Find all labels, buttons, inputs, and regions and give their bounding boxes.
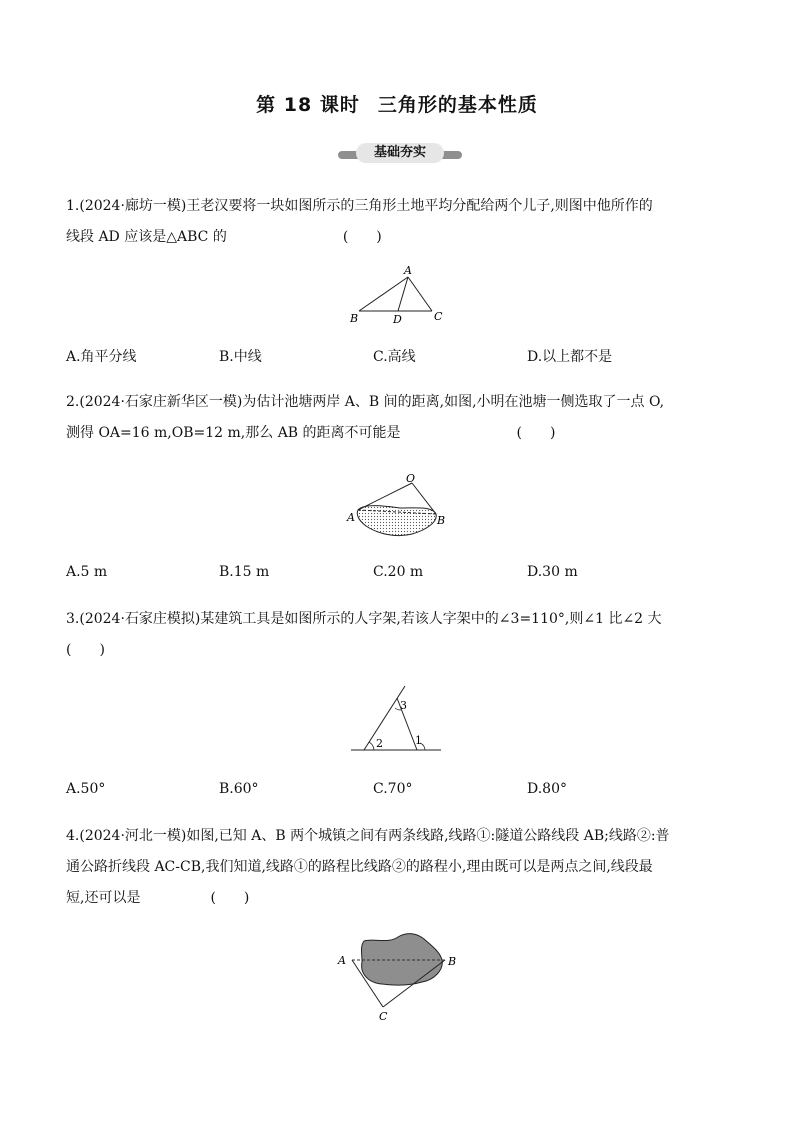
question-4-line1 xyxy=(66,821,736,852)
label-d: D xyxy=(393,313,402,326)
figure-pond xyxy=(340,470,460,542)
question-text: 短,还可以是 xyxy=(66,890,141,906)
question-3 xyxy=(66,604,736,666)
question-text: (2024·河北一模)如图,已知 A、B 两个城镇之间有两条线路,线路①:隧道公路线段 AB;线路②:普 xyxy=(79,828,670,844)
option-a: A.5 m xyxy=(66,564,108,580)
option-d: D.80° xyxy=(527,781,567,797)
question-number: 4. xyxy=(66,828,80,844)
segment-ac xyxy=(408,277,432,311)
question-4 xyxy=(66,821,736,914)
option-b: B.15 m xyxy=(219,564,270,580)
title-lesson: 第 18 课时 xyxy=(256,94,360,116)
question-2-line2 xyxy=(66,418,736,449)
question-text: 测得 OA=16 m,OB=12 m,那么 AB 的距离不可能是 xyxy=(66,425,401,441)
mountain-area xyxy=(362,934,443,985)
option-c: C.20 m xyxy=(373,564,424,580)
segment-ab xyxy=(359,277,408,311)
label-a: A xyxy=(404,264,412,277)
question-4-line2 xyxy=(66,852,736,883)
question-1-line1 xyxy=(66,191,736,222)
left-leg xyxy=(364,686,405,750)
option-b: B.60° xyxy=(219,781,259,797)
option-d: D.以上都不是 xyxy=(527,349,613,365)
option-a: A.50° xyxy=(66,781,106,797)
question-2-line1 xyxy=(66,387,736,418)
question-text: (2024·石家庄新华区一模)为估计池塘两岸 A、B 间的距离,如图,小明在池塘一侧选取了一点 O, xyxy=(79,394,665,410)
options-q1 xyxy=(66,346,736,370)
question-text: 通公路折线段 AC-CB,我们知道,线路①的路程比线路②的路程小,理由既可以是两点之间,线段最 xyxy=(66,859,653,875)
figure-towns xyxy=(332,928,462,1024)
section-tag xyxy=(338,141,462,167)
question-number: 1. xyxy=(66,198,80,214)
option-b: B.中线 xyxy=(219,349,262,365)
question-text: (2024·石家庄模拟)某建筑工具是如图所示的人字架,若该人字架中的∠3=110°,则∠1 比∠2 大 xyxy=(79,611,662,627)
label-c: C xyxy=(379,1010,388,1023)
label-b: B xyxy=(437,514,446,527)
question-number: 2. xyxy=(66,394,80,410)
option-c: C.70° xyxy=(373,781,413,797)
label-2: 2 xyxy=(376,737,383,750)
question-4-line3 xyxy=(66,883,736,914)
angle-2-arc xyxy=(369,742,374,750)
question-1-line2 xyxy=(66,222,736,253)
option-a: A.角平分线 xyxy=(66,349,137,365)
answer-paren: ( ) xyxy=(66,642,105,658)
label-b: B xyxy=(350,312,359,325)
label-c: C xyxy=(434,310,443,323)
question-number: 3. xyxy=(66,611,80,627)
section-tag-label: 基础夯实 xyxy=(356,143,444,163)
figure-a-frame xyxy=(345,682,445,754)
options-q2 xyxy=(66,564,736,588)
option-d: D.30 m xyxy=(527,564,578,580)
answer-paren: ( ) xyxy=(210,890,250,906)
label-b: B xyxy=(448,955,457,968)
label-3: 3 xyxy=(400,699,407,712)
question-3-line2 xyxy=(66,635,736,666)
title-topic: 三角形的基本性质 xyxy=(377,94,538,116)
options-q3 xyxy=(66,781,736,805)
label-a: A xyxy=(347,511,355,524)
answer-paren: ( ) xyxy=(342,229,382,245)
label-a: A xyxy=(338,954,346,967)
label-o: O xyxy=(406,472,416,485)
segment-ad xyxy=(398,277,408,311)
question-text: (2024·廊坊一模)王老汉要将一块如图所示的三角形土地平均分配给两个儿子,则图中他所作的 xyxy=(79,198,653,214)
question-3-line1 xyxy=(66,604,736,635)
label-1: 1 xyxy=(415,734,422,747)
question-text: 线段 AD 应该是△ABC 的 xyxy=(66,229,227,245)
question-1 xyxy=(66,191,736,253)
answer-paren: ( ) xyxy=(516,425,556,441)
question-2 xyxy=(66,387,736,449)
option-c: C.高线 xyxy=(373,349,416,365)
page-title xyxy=(0,90,794,117)
figure-triangle-abc xyxy=(345,262,455,328)
